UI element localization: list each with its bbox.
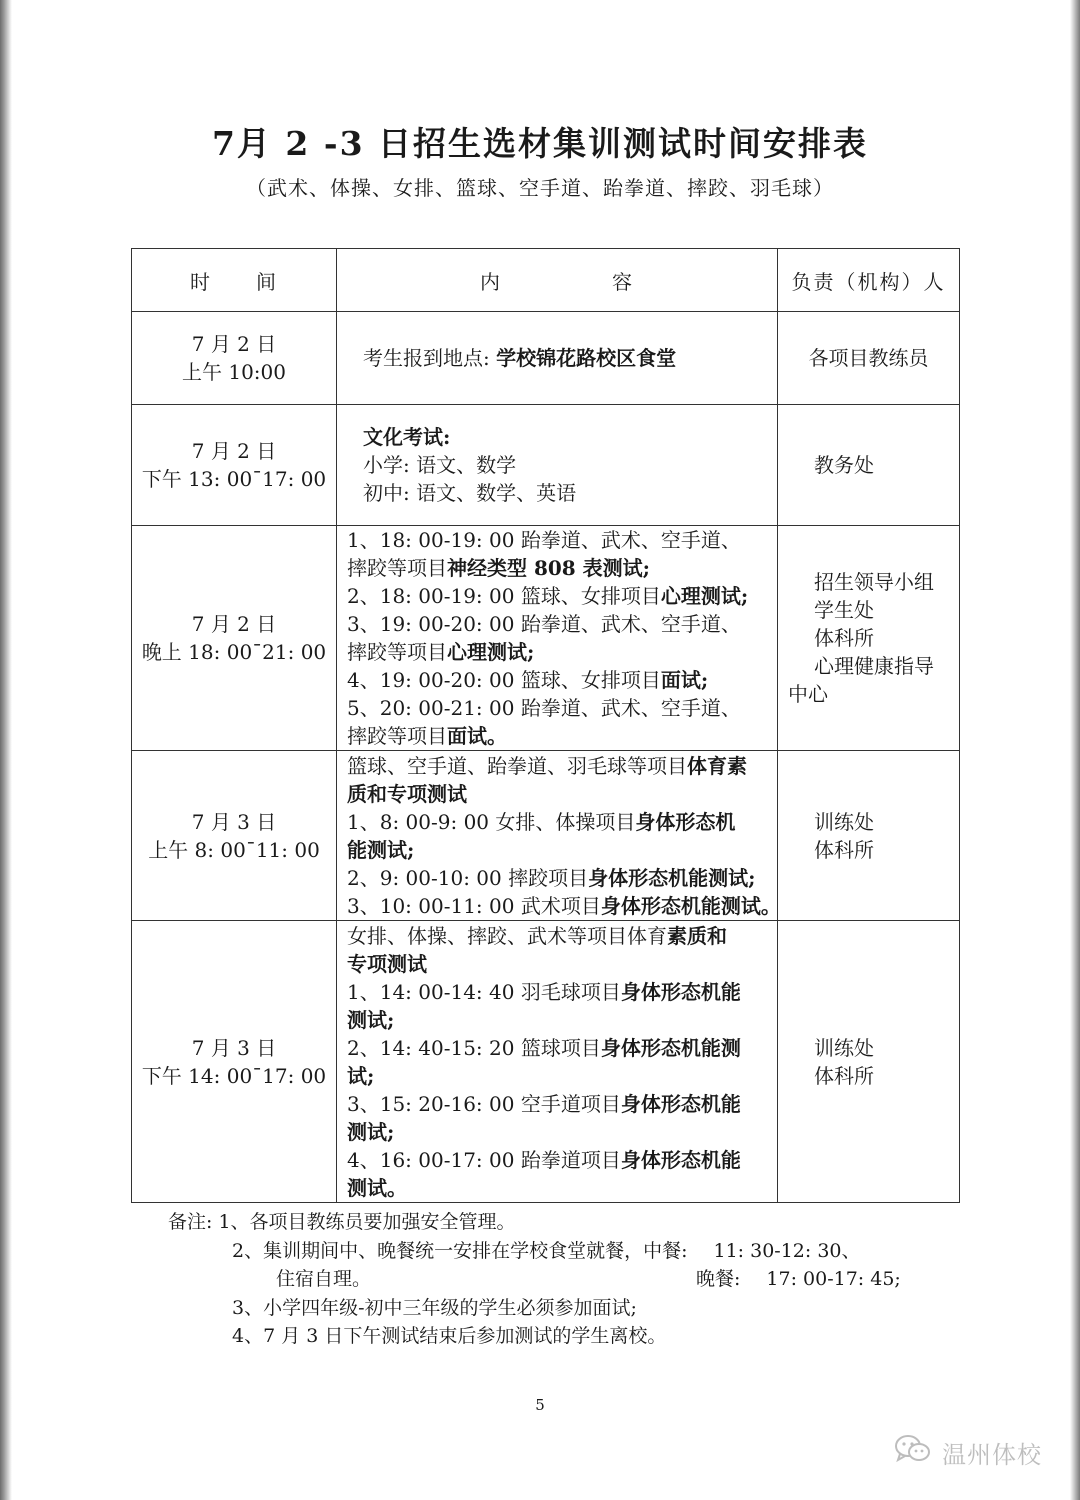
content-line [347,554,769,582]
remark-3: 3、小学四年级-初中三年级的学生必须参加面试; [232,1296,637,1319]
responsible-line: 体科所 [814,837,874,862]
content-emphasis: 文化考试: [363,425,451,449]
content-cell [337,751,781,921]
content-text: 1、14: 00-14: 40 羽毛球项目 [347,979,621,1004]
content-line [347,864,769,892]
remark-1: 备注: 1、各项目教练员要加强安全管理。 [168,1211,516,1233]
watermark-text: 温州体校 [942,1440,1042,1469]
header-responsible: 负责（机构）人 [778,249,960,312]
content-emphasis: 学校锦花路校区食堂 [496,346,677,370]
responsible-line: 心理健康指导 [814,654,934,678]
time-line: 晚上 18: 00¯21: 00 [141,640,327,664]
content-cell [337,405,778,526]
content-emphasis: 身体形态机能 [620,1147,741,1172]
content-line [347,978,769,1006]
responsible-cell [778,405,960,526]
content-emphasis: 身体形态机能测试; [588,865,756,890]
content-line [347,808,769,836]
content-line [347,638,769,666]
content-line [347,752,769,780]
responsible-cell [778,751,960,921]
content-line [347,610,769,638]
content-line [347,922,769,950]
content-line [347,1118,769,1146]
content-text: 3、19: 00-20: 00 跆拳道、武术、空手道、 [347,612,741,636]
header-time: 时 间 [132,249,337,312]
table-row [132,405,960,526]
responsible-cell [778,312,960,405]
content-line [347,1146,769,1174]
content-line [347,582,769,610]
content-text: 4、19: 00-20: 00 篮球、女排项目 [347,668,661,692]
table-header-row [132,249,960,312]
content-line [347,1090,769,1118]
content-line [347,892,781,920]
content-line [347,1006,769,1034]
content-cell [337,312,778,405]
content-emphasis: 心理测试; [660,584,749,608]
content-emphasis: 身体形态机能 [620,979,741,1004]
content-emphasis: 专项测试 [347,951,427,976]
content-line [347,694,769,722]
content-text: 2、14: 40-15: 20 篮球项目 [347,1035,601,1060]
content-text: 篮球、空手道、跆拳道、羽毛球等项目 [347,753,687,778]
watermark [894,1432,1042,1472]
content-line [363,479,769,507]
dinner-time: 17: 00-17: 45; [766,1268,901,1290]
time-line: 上午 10:00 [182,360,286,384]
content-emphasis: 身体形态机能测试。 [600,893,781,918]
page-edge-shadow [0,0,12,1500]
lunch-time: 11: 30-12: 30、 [713,1239,861,1262]
responsible-line: 学生处 [814,598,874,622]
content-text: 1、8: 00-9: 00 女排、体操项目 [347,809,636,834]
content-emphasis: 试; [347,1063,375,1088]
remark-2-text: 2、集训期间中、晚餐统一安排在学校食堂就餐，中餐: [232,1239,688,1262]
content-emphasis: 能测试; [347,837,415,862]
time-cell [132,921,337,1203]
content-line [347,722,769,750]
time-cell [132,526,337,751]
responsible-line: 中心 [788,682,828,706]
content-emphasis: 测试。 [347,1175,407,1200]
content-text: 5、20: 00-21: 00 跆拳道、武术、空手道、 [347,696,741,720]
content-line [363,344,769,372]
responsible-line: 各项目教练员 [808,346,929,370]
content-emphasis: 面试; [660,668,709,692]
time-line: 7 月 2 日 [191,439,277,463]
schedule-table [131,248,960,1203]
remark-2-cont [168,1265,968,1294]
responsible-line: 教务处 [814,453,874,477]
remark-2 [168,1237,968,1266]
content-cell [337,921,778,1203]
content-text: 女排、体操、摔跤、武术等项目体育 [347,923,667,948]
content-emphasis: 测试; [347,1007,395,1032]
content-text: 小学: 语文、数学 [363,453,517,477]
time-cell [132,312,337,405]
table-row [132,751,960,921]
content-emphasis: 身体形态机能 [620,1091,741,1116]
content-line [347,1034,769,1062]
time-line: 下午 14: 00¯17: 00 [141,1063,327,1088]
responsible-line: 招生领导小组 [814,570,934,594]
content-text: 初中: 语文、数学、英语 [363,481,577,505]
table-row [132,921,960,1203]
header-content: 内 容 [337,249,778,312]
content-text: 4、16: 00-17: 00 跆拳道项目 [347,1147,621,1172]
remark-2-accommodation: 住宿自理。 [276,1268,372,1290]
dinner-label: 晚餐: [696,1268,741,1290]
content-cell [337,526,778,751]
time-cell [132,405,337,526]
content-line [347,950,769,978]
content-text: 3、10: 00-11: 00 武术项目 [347,893,601,918]
content-line [347,526,769,554]
content-emphasis: 体育素 [687,753,747,778]
document-title: 7月 2 -3 日招生选材集训测试时间安排表 [211,124,869,163]
table-row [132,312,960,405]
content-line [347,836,769,864]
wechat-icon [894,1433,942,1471]
responsible-cell [778,526,960,751]
content-line [347,1062,769,1090]
content-text: 2、18: 00-19: 00 篮球、女排项目 [347,584,661,608]
content-emphasis: 神经类型 808 表测试; [447,556,651,580]
content-emphasis: 身体形态机 [635,809,736,834]
page-number: 5 [535,1396,545,1414]
content-line [363,423,769,451]
content-line [347,1174,769,1202]
time-cell [132,751,337,921]
remark-4: 4、7 月 3 日下午测试结束后参加测试的学生离校。 [232,1325,667,1347]
time-line: 上午 8: 00¯11: 00 [148,837,320,862]
content-line [363,451,769,479]
content-text: 2、9: 00-10: 00 摔跤项目 [347,865,589,890]
responsible-line: 训练处 [814,1035,874,1060]
content-emphasis: 质和专项测试 [347,781,467,806]
content-emphasis: 素质和 [667,923,727,948]
responsible-line: 体科所 [814,1063,874,1088]
time-line: 7 月 2 日 [191,332,277,356]
document-subtitle: （武术、体操、女排、篮球、空手道、跆拳道、摔跤、羽毛球） [246,176,834,200]
time-line: 7 月 2 日 [191,612,277,636]
content-text: 考生报到地点: [363,346,497,370]
time-line: 下午 13: 00¯17: 00 [141,467,327,491]
content-text: 摔跤等项目 [347,556,447,580]
content-emphasis: 身体形态机能测 [600,1035,741,1060]
table-row [132,526,960,751]
content-text: 摔跤等项目 [347,724,447,748]
content-emphasis: 心理测试; [447,640,535,664]
content-text: 1、18: 00-19: 00 跆拳道、武术、空手道、 [347,528,741,552]
responsible-line: 训练处 [814,809,874,834]
content-line [347,780,769,808]
content-emphasis: 面试。 [447,724,507,748]
time-line: 7 月 3 日 [191,1035,277,1060]
page-edge-shadow [1070,0,1080,1500]
time-line: 7 月 3 日 [191,809,277,834]
content-text: 摔跤等项目 [347,640,447,664]
content-emphasis: 测试; [347,1119,395,1144]
content-line [347,666,769,694]
responsible-cell [778,921,960,1203]
content-text: 3、15: 20-16: 00 空手道项目 [347,1091,621,1116]
responsible-line: 体科所 [814,626,874,650]
remarks [168,1208,968,1351]
